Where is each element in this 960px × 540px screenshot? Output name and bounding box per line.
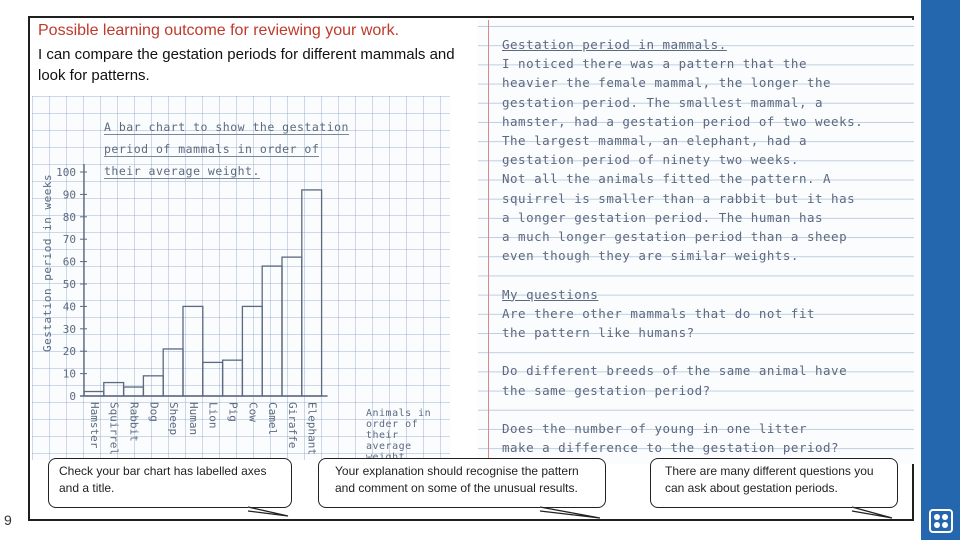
question-line: Do different breeds of the same animal have (502, 363, 848, 379)
category-label: Rabbit (127, 402, 141, 442)
category-label: Camel (266, 402, 280, 436)
question-line: the pattern like humans? (502, 325, 695, 341)
y-tick-label: 60 (62, 255, 76, 269)
question-line: Does the number of young in one litter (502, 421, 807, 437)
y-tick-label: 80 (62, 210, 76, 224)
category-label: Squirrel (107, 402, 121, 455)
category-label: Dog (147, 402, 161, 422)
y-tick-label: 10 (62, 367, 76, 381)
notes-line: I noticed there was a pattern that the (502, 56, 807, 72)
chart-x-axis-label: Animals in order of their average (366, 408, 432, 452)
notes-line: a longer gestation period. The human has (502, 209, 824, 225)
y-tick-label: 40 (62, 300, 76, 314)
chart-title: A bar chart to show the gestation period of mammals in order of their average weight. (104, 120, 349, 178)
question-line: Are there other mammals that do not fit (502, 305, 815, 321)
notes-line: heavier the female mammal, the longer the (502, 75, 832, 91)
y-tick-label: 0 (69, 390, 76, 403)
notes-line: hamster, had a gestation period of two weeks. (502, 113, 864, 129)
y-tick-label: 50 (62, 278, 76, 291)
page-number: 9 (4, 512, 12, 528)
questions-title: My questions (502, 286, 599, 302)
y-tick-label: 20 (62, 345, 76, 359)
category-label: Sheep (167, 402, 181, 436)
notes-line: gestation period of ninety two weeks. (502, 152, 799, 168)
category-label: Lion (206, 402, 220, 429)
y-tick-label: 100 (56, 166, 76, 179)
outcome-statement: I can compare the gestation periods for different mammals and look for patterns. (38, 46, 455, 84)
category-label: Pig (226, 402, 240, 422)
question-line: make a difference to the gestation period? (502, 440, 840, 456)
category-label: Hamster (87, 402, 101, 449)
question-line: the same gestation period? (502, 382, 711, 398)
callout-labelled-axes: Check your bar chart has labelled axes and a title. (48, 458, 292, 508)
category-label: Elephant (305, 402, 319, 455)
category-label: Cow (246, 402, 260, 422)
y-tick-label: 70 (62, 233, 76, 247)
y-tick-label: 90 (62, 188, 76, 202)
notes-line: Not all the animals fitted the pattern. A (502, 171, 832, 187)
category-label: Giraffe (285, 402, 299, 449)
notes-line: gestation period. The smallest mammal, a (502, 94, 824, 110)
callout-explanation: Your explanation should recognise the pattern and comment on some of the unusual results. (318, 458, 606, 508)
callout-questions: There are many different questions you can ask about gestation periods. (650, 458, 898, 508)
outcome-heading: Possible learning outcome for reviewing your work. (38, 22, 400, 39)
notes-line: a much longer gestation period than a sheep (502, 229, 848, 245)
category-label: Human (186, 402, 200, 436)
notes-line: even though they are similar weights. (502, 248, 799, 264)
y-tick-label: 30 (62, 322, 76, 336)
chart-y-axis-label: Gestation period in weeks (41, 173, 54, 352)
notes-title: Gestation period in mammals. (502, 37, 727, 52)
notes-line: squirrel is smaller than a rabbit but it has (502, 190, 856, 206)
notes-line: The largest mammal, an elephant, had a (502, 133, 807, 149)
